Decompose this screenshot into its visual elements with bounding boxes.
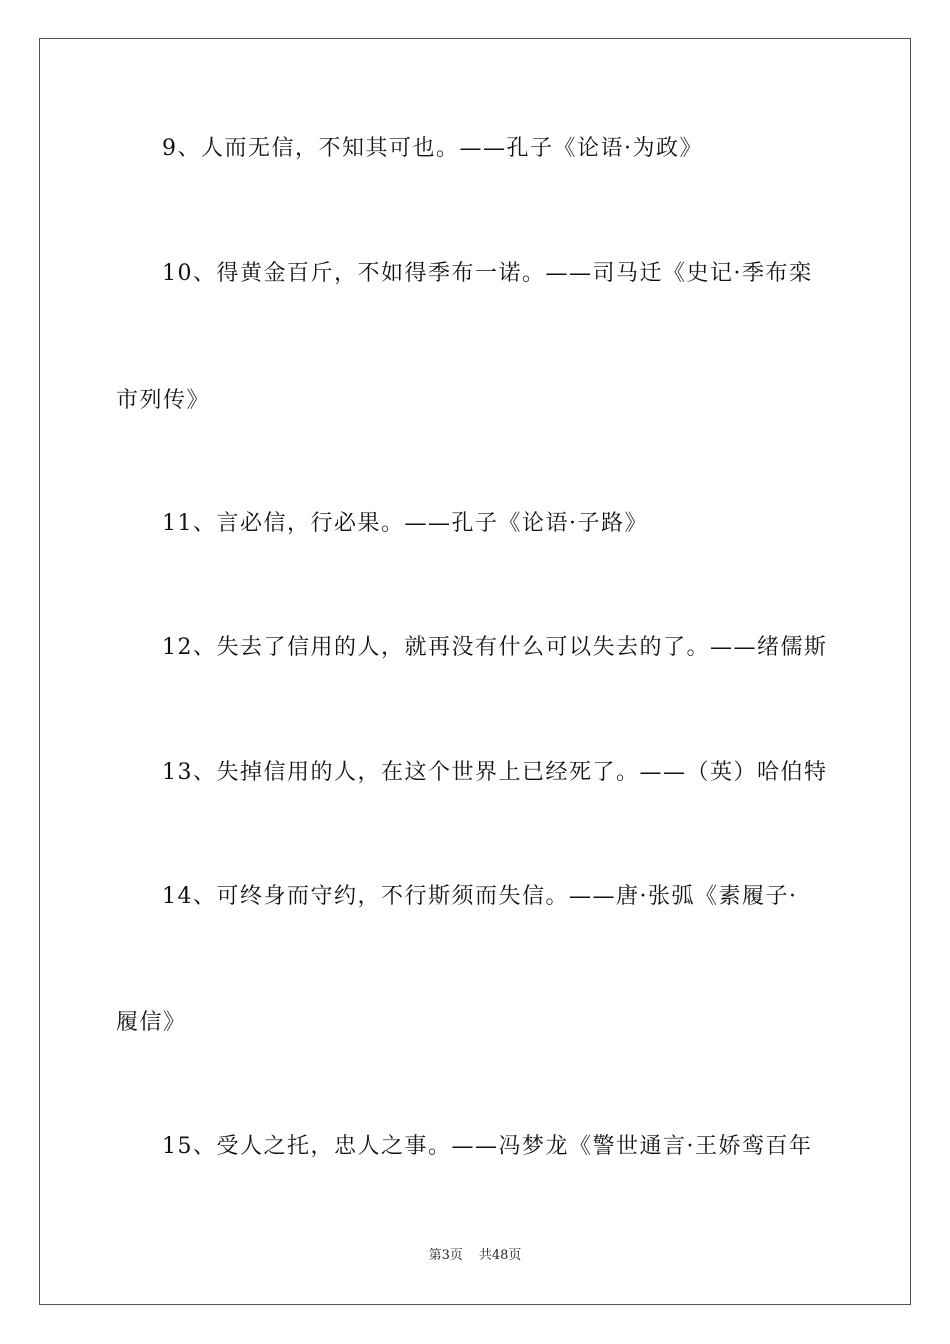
text-line: 11、言必信，行必果。——孔子《论语·子路》 xyxy=(162,511,648,536)
text-line: 9、人而无信，不知其可也。——孔子《论语·为政》 xyxy=(162,136,703,161)
text-line: 履信》 xyxy=(116,1010,187,1035)
text-line: 14、可终身而守约，不行斯须而失信。——唐·张弧《素履子· xyxy=(162,884,798,909)
text-line: 15、受人之托，忠人之事。——冯梦龙《警世通言·王娇鸾百年 xyxy=(162,1134,813,1159)
page-number: 第3页 xyxy=(428,1248,463,1263)
text-line: 13、失掉信用的人，在这个世界上已经死了。——（英）哈伯特 xyxy=(162,760,828,785)
page-total: 共48页 xyxy=(478,1248,522,1263)
text-line: 10、得黄金百斤，不如得季布一诺。——司马迁《史记·季布栾 xyxy=(162,261,813,286)
text-line: 12、失去了信用的人，就再没有什么可以失去的了。——绪儒斯 xyxy=(162,635,828,660)
page-border xyxy=(39,38,911,1305)
text-line: 市列传》 xyxy=(116,388,211,413)
page-footer xyxy=(0,1247,950,1265)
